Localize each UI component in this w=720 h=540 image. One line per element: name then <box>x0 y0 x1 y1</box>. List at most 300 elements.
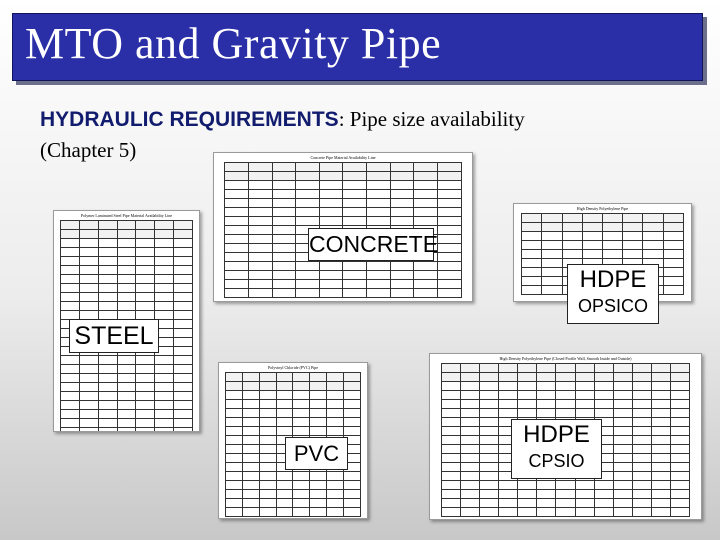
table-cell <box>259 427 276 436</box>
table-cell <box>319 163 343 172</box>
table-cell <box>651 445 670 454</box>
table-cell <box>602 214 622 223</box>
table-cell <box>632 445 651 454</box>
table-cell <box>242 508 259 517</box>
table-cell <box>327 499 344 508</box>
table-cell <box>441 418 460 427</box>
table-cell <box>136 239 155 248</box>
table-cell <box>651 382 670 391</box>
table-cell <box>248 271 272 280</box>
table-row <box>522 250 684 259</box>
table-cell <box>480 472 499 481</box>
table-cell <box>613 418 632 427</box>
table-cell <box>293 373 310 382</box>
table-cell <box>272 208 296 217</box>
table-cell <box>174 338 193 347</box>
table-cell <box>414 163 438 172</box>
table-cell <box>225 463 242 472</box>
table-cell <box>344 409 361 418</box>
table-cell <box>441 508 460 517</box>
table-cell <box>117 401 136 410</box>
table-cell <box>296 289 320 298</box>
table-cell <box>155 239 174 248</box>
table-row <box>225 409 360 418</box>
table-cell <box>480 463 499 472</box>
table-cell <box>594 400 613 409</box>
table-cell <box>276 418 293 427</box>
table-cell <box>367 181 391 190</box>
table-cell <box>310 490 327 499</box>
table-cell <box>174 329 193 338</box>
table-cell <box>117 284 136 293</box>
table-cell <box>343 172 367 181</box>
table-row <box>60 230 192 239</box>
table-cell <box>174 230 193 239</box>
table-cell <box>174 365 193 374</box>
table-cell <box>272 199 296 208</box>
table-cell <box>343 181 367 190</box>
table-cell <box>575 382 594 391</box>
table-cell <box>225 181 249 190</box>
table-cell <box>117 248 136 257</box>
table-cell <box>651 427 670 436</box>
table-cell <box>437 190 461 199</box>
table-cell <box>272 235 296 244</box>
table-cell <box>556 382 575 391</box>
table-cell <box>259 454 276 463</box>
table-cell <box>60 284 79 293</box>
table-cell <box>632 391 651 400</box>
table-cell <box>437 271 461 280</box>
hdpe-opsico-table-caption: High Density Polyethylene Pipe <box>576 206 629 211</box>
table-cell <box>225 208 249 217</box>
table-cell <box>390 163 414 172</box>
table-cell <box>319 271 343 280</box>
table-cell <box>575 499 594 508</box>
table-cell <box>632 508 651 517</box>
table-cell <box>651 508 670 517</box>
table-cell <box>632 472 651 481</box>
table-row <box>60 401 192 410</box>
table-cell <box>98 257 117 266</box>
table-cell <box>155 230 174 239</box>
table-cell <box>259 463 276 472</box>
table-cell <box>499 490 518 499</box>
table-cell <box>542 250 562 259</box>
table-cell <box>594 481 613 490</box>
table-cell <box>414 289 438 298</box>
table-cell <box>225 373 242 382</box>
table-cell <box>79 239 98 248</box>
table-cell <box>480 364 499 373</box>
table-cell <box>613 364 632 373</box>
table-cell <box>60 293 79 302</box>
table-cell <box>248 190 272 199</box>
table-cell <box>460 508 479 517</box>
table-cell <box>225 271 249 280</box>
table-cell <box>272 289 296 298</box>
table-cell <box>248 217 272 226</box>
table-cell <box>556 499 575 508</box>
table-cell <box>319 280 343 289</box>
table-cell <box>480 427 499 436</box>
table-cell <box>480 391 499 400</box>
table-cell <box>499 508 518 517</box>
table-cell <box>663 268 683 277</box>
hdpe-cpsio-label-top: HDPE <box>523 421 590 448</box>
table-cell <box>98 239 117 248</box>
table-cell <box>460 364 479 373</box>
table-cell <box>343 199 367 208</box>
table-cell <box>663 232 683 241</box>
table-cell <box>632 400 651 409</box>
table-cell <box>518 409 537 418</box>
table-cell <box>522 259 542 268</box>
table-cell <box>319 199 343 208</box>
table-cell <box>437 226 461 235</box>
table-cell <box>343 289 367 298</box>
table-cell <box>575 409 594 418</box>
table-cell <box>651 364 670 373</box>
table-cell <box>310 409 327 418</box>
table-cell <box>79 230 98 239</box>
table-cell <box>310 391 327 400</box>
table-cell <box>296 172 320 181</box>
table-cell <box>643 223 663 232</box>
table-row <box>225 400 360 409</box>
table-cell <box>480 454 499 463</box>
table-cell <box>272 217 296 226</box>
table-cell <box>225 427 242 436</box>
table-cell <box>293 481 310 490</box>
table-cell <box>632 364 651 373</box>
table-cell <box>437 244 461 253</box>
table-cell <box>98 419 117 428</box>
table-cell <box>460 391 479 400</box>
table-cell <box>276 373 293 382</box>
table-cell <box>248 199 272 208</box>
table-row <box>225 418 360 427</box>
table-row <box>441 508 689 517</box>
table-cell <box>155 221 174 230</box>
table-row <box>60 383 192 392</box>
table-cell <box>441 445 460 454</box>
table-cell <box>537 364 556 373</box>
table-cell <box>344 418 361 427</box>
table-cell <box>117 230 136 239</box>
table-cell <box>663 214 683 223</box>
table-cell <box>98 365 117 374</box>
table-cell <box>441 472 460 481</box>
table-cell <box>79 302 98 311</box>
table-cell <box>575 391 594 400</box>
table-cell <box>242 481 259 490</box>
table-cell <box>242 436 259 445</box>
table-cell <box>276 391 293 400</box>
table-cell <box>562 223 582 232</box>
table-cell <box>480 400 499 409</box>
table-cell <box>651 454 670 463</box>
table-cell <box>79 374 98 383</box>
concrete-table-document <box>213 152 473 302</box>
table-cell <box>562 250 582 259</box>
table-cell <box>390 217 414 226</box>
pvc-table-caption: Polyvinyl Chloride (PVC) Pipe <box>267 365 319 370</box>
table-cell <box>562 214 582 223</box>
table-cell <box>613 490 632 499</box>
table-cell <box>367 190 391 199</box>
table-cell <box>460 454 479 463</box>
table-cell <box>293 418 310 427</box>
table-cell <box>136 383 155 392</box>
table-cell <box>155 284 174 293</box>
table-cell <box>319 181 343 190</box>
table-cell <box>344 490 361 499</box>
table-cell <box>293 391 310 400</box>
table-row <box>225 508 360 517</box>
table-cell <box>155 356 174 365</box>
table-cell <box>310 382 327 391</box>
table-cell <box>242 463 259 472</box>
table-cell <box>117 239 136 248</box>
table-cell <box>643 250 663 259</box>
table-cell <box>79 428 98 433</box>
table-cell <box>367 163 391 172</box>
table-cell <box>542 241 562 250</box>
table-cell <box>537 481 556 490</box>
table-row <box>522 241 684 250</box>
table-cell <box>117 419 136 428</box>
hdpe-opsico-label <box>567 264 659 324</box>
table-cell <box>480 409 499 418</box>
table-cell <box>327 382 344 391</box>
table-cell <box>670 481 689 490</box>
table-cell <box>155 392 174 401</box>
table-cell <box>441 391 460 400</box>
table-cell <box>248 262 272 271</box>
table-row <box>441 481 689 490</box>
table-cell <box>613 508 632 517</box>
table-cell <box>225 244 249 253</box>
table-cell <box>441 499 460 508</box>
table-cell <box>155 419 174 428</box>
table-cell <box>556 508 575 517</box>
table-cell <box>344 382 361 391</box>
table-cell <box>272 271 296 280</box>
table-cell <box>319 172 343 181</box>
table-cell <box>225 280 249 289</box>
table-cell <box>651 436 670 445</box>
table-cell <box>296 208 320 217</box>
concrete-label: CONCRETE <box>308 228 434 261</box>
table-cell <box>98 284 117 293</box>
table-cell <box>248 289 272 298</box>
table-cell <box>296 163 320 172</box>
table-cell <box>537 400 556 409</box>
table-cell <box>480 373 499 382</box>
table-cell <box>174 320 193 329</box>
table-cell <box>460 382 479 391</box>
table-cell <box>225 508 242 517</box>
table-cell <box>575 490 594 499</box>
table-row <box>60 365 192 374</box>
table-cell <box>542 223 562 232</box>
table-cell <box>613 373 632 382</box>
table-cell <box>242 418 259 427</box>
table-cell <box>367 199 391 208</box>
table-cell <box>643 232 663 241</box>
table-cell <box>242 391 259 400</box>
table-cell <box>60 410 79 419</box>
table-cell <box>480 436 499 445</box>
table-cell <box>613 454 632 463</box>
table-cell <box>594 409 613 418</box>
table-cell <box>643 241 663 250</box>
table-row <box>441 382 689 391</box>
table-cell <box>460 499 479 508</box>
table-cell <box>98 410 117 419</box>
table-cell <box>136 221 155 230</box>
table-cell <box>480 418 499 427</box>
table-cell <box>117 356 136 365</box>
table-cell <box>225 163 249 172</box>
table-cell <box>155 365 174 374</box>
table-cell <box>60 221 79 230</box>
table-cell <box>79 356 98 365</box>
table-cell <box>460 427 479 436</box>
table-cell <box>98 230 117 239</box>
table-cell <box>537 373 556 382</box>
table-cell <box>155 410 174 419</box>
table-cell <box>98 374 117 383</box>
table-cell <box>670 490 689 499</box>
table-cell <box>319 217 343 226</box>
table-cell <box>327 418 344 427</box>
table-cell <box>390 172 414 181</box>
table-cell <box>651 391 670 400</box>
table-cell <box>174 410 193 419</box>
table-cell <box>259 508 276 517</box>
table-cell <box>136 410 155 419</box>
table-cell <box>60 257 79 266</box>
table-cell <box>613 481 632 490</box>
table-cell <box>259 481 276 490</box>
table-cell <box>556 364 575 373</box>
table-cell <box>296 199 320 208</box>
table-cell <box>344 400 361 409</box>
table-row <box>60 266 192 275</box>
table-cell <box>499 382 518 391</box>
table-row <box>225 499 360 508</box>
table-cell <box>79 248 98 257</box>
table-cell <box>276 481 293 490</box>
table-cell <box>259 382 276 391</box>
table-cell <box>60 266 79 275</box>
table-cell <box>390 271 414 280</box>
table-cell <box>174 275 193 284</box>
table-cell <box>259 418 276 427</box>
table-cell <box>670 373 689 382</box>
table-cell <box>117 365 136 374</box>
subtitle-rest: : Pipe size availability <box>338 107 525 131</box>
table-cell <box>174 311 193 320</box>
table-cell <box>632 382 651 391</box>
table-cell <box>499 400 518 409</box>
table-cell <box>79 392 98 401</box>
table-row <box>225 427 360 436</box>
table-cell <box>60 392 79 401</box>
table-cell <box>272 163 296 172</box>
table-cell <box>414 208 438 217</box>
table-cell <box>518 508 537 517</box>
table-row <box>441 373 689 382</box>
table-cell <box>663 223 683 232</box>
table-cell <box>79 284 98 293</box>
table-cell <box>174 347 193 356</box>
table-cell <box>414 217 438 226</box>
table-cell <box>460 463 479 472</box>
table-cell <box>136 293 155 302</box>
table-cell <box>670 454 689 463</box>
table-cell <box>367 172 391 181</box>
table-cell <box>367 208 391 217</box>
table-cell <box>117 293 136 302</box>
table-cell <box>344 427 361 436</box>
table-row <box>225 490 360 499</box>
table-cell <box>623 223 643 232</box>
subtitle-bold: HYDRAULIC REQUIREMENTS <box>40 108 339 131</box>
table-cell <box>390 289 414 298</box>
table-cell <box>136 284 155 293</box>
table-cell <box>582 232 602 241</box>
table-cell <box>98 428 117 433</box>
table-cell <box>623 232 643 241</box>
table-cell <box>437 280 461 289</box>
table-cell <box>136 302 155 311</box>
table-cell <box>136 365 155 374</box>
table-cell <box>663 286 683 295</box>
table-cell <box>259 436 276 445</box>
table-cell <box>670 418 689 427</box>
table-cell <box>390 190 414 199</box>
table-cell <box>259 409 276 418</box>
table-cell <box>651 490 670 499</box>
table-row <box>522 223 684 232</box>
table-cell <box>242 409 259 418</box>
table-row <box>60 392 192 401</box>
table-cell <box>613 472 632 481</box>
table-cell <box>460 400 479 409</box>
table-cell <box>663 277 683 286</box>
table-cell <box>60 365 79 374</box>
table-cell <box>437 208 461 217</box>
table-row <box>225 289 461 298</box>
table-cell <box>670 445 689 454</box>
table-cell <box>522 268 542 277</box>
table-cell <box>276 400 293 409</box>
table-cell <box>174 419 193 428</box>
table-cell <box>225 490 242 499</box>
table-row <box>60 275 192 284</box>
table-row <box>60 257 192 266</box>
table-cell <box>60 230 79 239</box>
table-cell <box>259 490 276 499</box>
table-cell <box>174 257 193 266</box>
table-cell <box>460 472 479 481</box>
table-cell <box>556 400 575 409</box>
table-cell <box>225 262 249 271</box>
table-cell <box>296 280 320 289</box>
